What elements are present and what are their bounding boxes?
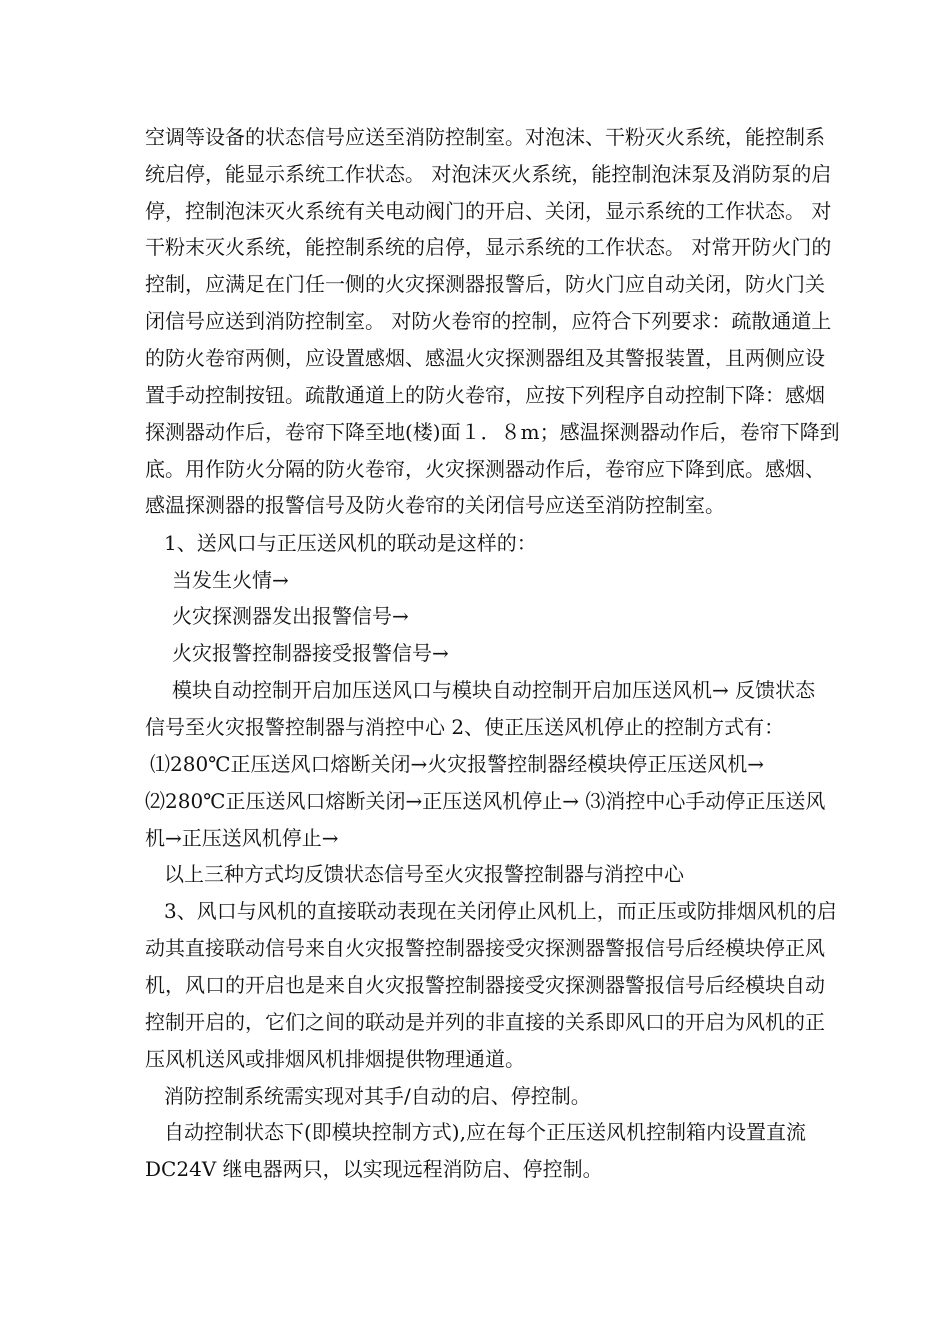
body-text-line: 以上三种方式均反馈状态信号至火灾报警控制器与消控中心 — [164, 862, 684, 886]
body-text-line: 机，风口的开启也是来自火灾报警控制器接受灾探测器警报信号后经模块自动 — [145, 973, 825, 997]
flow-step: 模块自动控制开启加压送风口与模块自动控制开启加压送风机→ 反馈状态 — [172, 678, 816, 702]
flow-step: 当发生火情→ — [172, 568, 289, 592]
body-text-line: 的防火卷帘两侧，应设置感烟、感温火灾探测器组及其警报装置，且两侧应设 — [145, 346, 825, 370]
body-text-line: 自动控制状态下(即模块控制方式),应在每个正压送风机控制箱内设置直流 — [164, 1120, 806, 1144]
control-method: ⑴280℃正压送风口熔断关闭→火灾报警控制器经模块停正压送风机→ — [150, 752, 765, 776]
body-text-line: 探测器动作后，卷帘下降至地(楼)面１．８m；感温探测器动作后，卷帘下降到 — [145, 420, 840, 444]
body-text-line: 底。用作防火分隔的防火卷帘，火灾探测器动作后，卷帘应下降到底。感烟、 — [145, 457, 825, 481]
body-text-line: 控制开启的，它们之间的联动是并列的非直接的关系即风口的开启为风机的正 — [145, 1010, 825, 1034]
body-text-line: 空调等设备的状态信号应送至消防控制室。对泡沫、干粉灭火系统，能控制系 — [145, 125, 825, 149]
flow-step: 火灾报警控制器接受报警信号→ — [172, 641, 449, 665]
body-text-line: 机→正压送风机停止→ — [145, 826, 339, 850]
body-text-line: 压风机送风或排烟风机排烟提供物理通道。 — [145, 1047, 525, 1071]
body-text-line: 置手动控制按钮。疏散通道上的防火卷帘，应按下列程序自动控制下降：感烟 — [145, 383, 825, 407]
body-text-line: 统启停，能显示系统工作状态。 对泡沫灭火系统，能控制泡沫泵及消防泵的启 — [145, 162, 832, 186]
flow-step: 火灾探测器发出报警信号→ — [172, 604, 409, 628]
body-text-line: 信号至火灾报警控制器与消控中心 2、使正压送风机停止的控制方式有： — [145, 715, 785, 739]
body-text-line: DC24V 继电器两只，以实现远程消防启、停控制。 — [145, 1157, 603, 1181]
body-text-line: 消防控制系统需实现对其手/自动的启、停控制。 — [164, 1084, 591, 1108]
body-text-line: 干粉末灭火系统，能控制系统的启停，显示系统的工作状态。 对常开防火门的 — [145, 235, 832, 259]
control-method: ⑵280℃正压送风口熔断关闭→正压送风机停止→ ⑶消控中心手动停正压送风 — [145, 789, 826, 813]
body-text-line: 动其直接联动信号来自火灾报警控制器接受灾探测器警报信号后经模块停正风 — [145, 936, 825, 960]
list-item-heading: 3、风口与风机的直接联动表现在关闭停止风机上，而正压或防排烟风机的启 — [164, 899, 837, 923]
body-text-line: 停，控制泡沫灭火系统有关电动阀门的开启、关闭，显示系统的工作状态。 对 — [145, 199, 832, 223]
body-text-line: 闭信号应送到消防控制室。 对防火卷帘的控制，应符合下列要求：疏散通道上 — [145, 309, 832, 333]
body-text-line: 感温探测器的报警信号及防火卷帘的关闭信号应送至消防控制室。 — [145, 493, 725, 517]
list-item-heading: 1、送风口与正压送风机的联动是这样的： — [164, 531, 537, 555]
body-text-line: 控制，应满足在门任一侧的火灾探测器报警后，防火门应自动关闭，防火门关 — [145, 272, 825, 296]
